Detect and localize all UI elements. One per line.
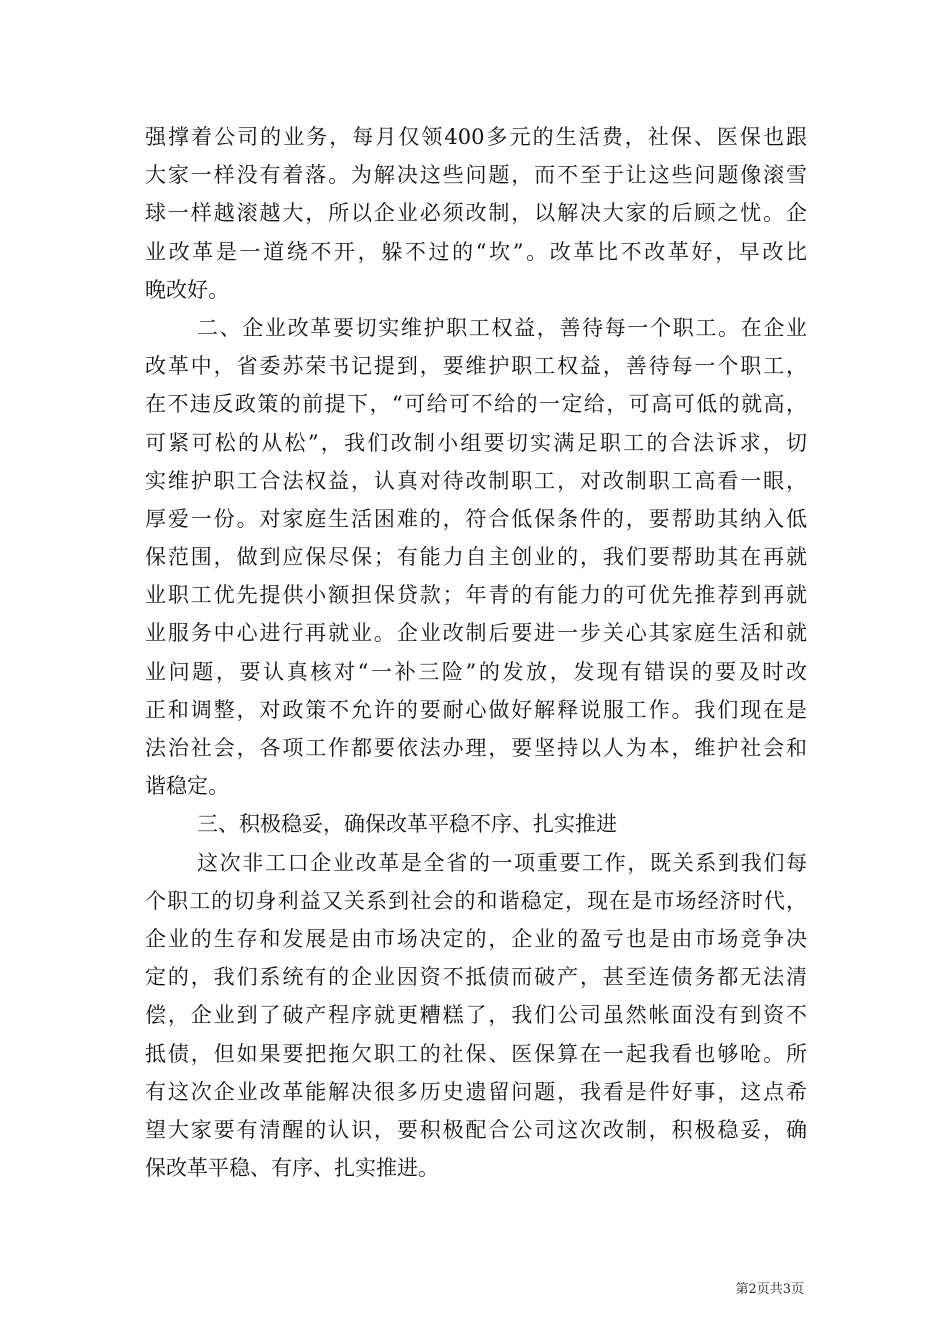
text-line: 业改革是一道绕不开，躲不过的“坎”。改革比不改革好，早改比 (145, 239, 807, 264)
text-line: 二、企业改革要切实维护职工权益，善待每一个职工。在企业 (197, 315, 807, 340)
text-line: 保范围，做到应保尽保；有能力自主创业的，我们要帮助其在再就 (145, 545, 807, 570)
text-line: 业问题，要认真核对“一补三险”的发放，发现有错误的要及时改 (145, 659, 807, 684)
text-line: 企业的生存和发展是由市场决定的，企业的盈亏也是由市场竞争决 (145, 926, 807, 951)
paragraph-1 (145, 118, 807, 309)
text-line: 可紧可松的从松”，我们改制小组要切实满足职工的合法诉求，切 (145, 430, 807, 455)
text-line: 三、积极稳妥，确保改革平稳不序、扎实推进 (197, 812, 617, 837)
text-line: 业服务中心进行再就业。企业改制后要进一步关心其家庭生活和就 (145, 621, 807, 646)
paragraph-2 (145, 309, 807, 805)
text-line: 改革中，省委苏荣书记提到，要维护职工权益，善待每一个职工， (145, 354, 807, 379)
text-line: 在不违反政策的前提下，“可给可不给的一定给，可高可低的就高， (145, 392, 807, 417)
text-line: 抵债，但如果要把拖欠职工的社保、医保算在一起我看也够呛。所 (145, 1041, 807, 1066)
text-line: 法治社会，各项工作都要依法办理，要坚持以人为本，维护社会和 (145, 736, 807, 760)
text-line: 晚改好。 (145, 277, 229, 302)
text-line: 望大家要有清醒的认识，要积极配合公司这次改制，积极稳妥，确 (145, 1117, 807, 1142)
text-line: 偿，企业到了破产程序就更糟糕了，我们公司虽然帐面没有到资不 (145, 1003, 807, 1028)
text-line: 实维护职工合法权益，认真对待改制职工，对改制职工高看一眼， (145, 468, 807, 493)
page-number: 第2页共3页 (735, 1282, 804, 1297)
text-line: 定的，我们系统有的企业因资不抵债而破产，甚至连债务都无法清 (145, 965, 807, 990)
paragraph-4 (145, 844, 807, 1188)
text-line: 业职工优先提供小额担保贷款；年青的有能力的可优先推荐到再就 (145, 583, 807, 608)
text-line: 强撑着公司的业务，每月仅领400多元的生活费，社保、医保也跟 (145, 125, 807, 149)
text-line: 球一样越滚越大，所以企业必须改制，以解决大家的后顾之忧。企 (145, 201, 807, 226)
text-line: 保改革平稳、有序、扎实推进。 (145, 1156, 439, 1181)
text-line: 谐稳定。 (145, 774, 229, 799)
section-heading (145, 805, 807, 843)
body-text (145, 118, 807, 1187)
text-line: 正和调整，对政策不允许的要耐心做好解释说服工作。我们现在是 (145, 697, 807, 722)
text-line: 有这次企业改革能解决很多历史遗留问题，我看是件好事，这点希 (145, 1079, 807, 1104)
text-line: 大家一样没有着落。为解决这些问题，而不至于让这些问题像滚雪 (145, 163, 807, 188)
text-line: 厚爱一份。对家庭生活困难的，符合低保条件的，要帮助其纳入低 (145, 506, 807, 531)
text-line: 个职工的切身利益又关系到社会的和谐稳定，现在是市场经济时代， (145, 888, 807, 913)
text-line: 这次非工口企业改革是全省的一项重要工作，既关系到我们每 (197, 850, 807, 875)
